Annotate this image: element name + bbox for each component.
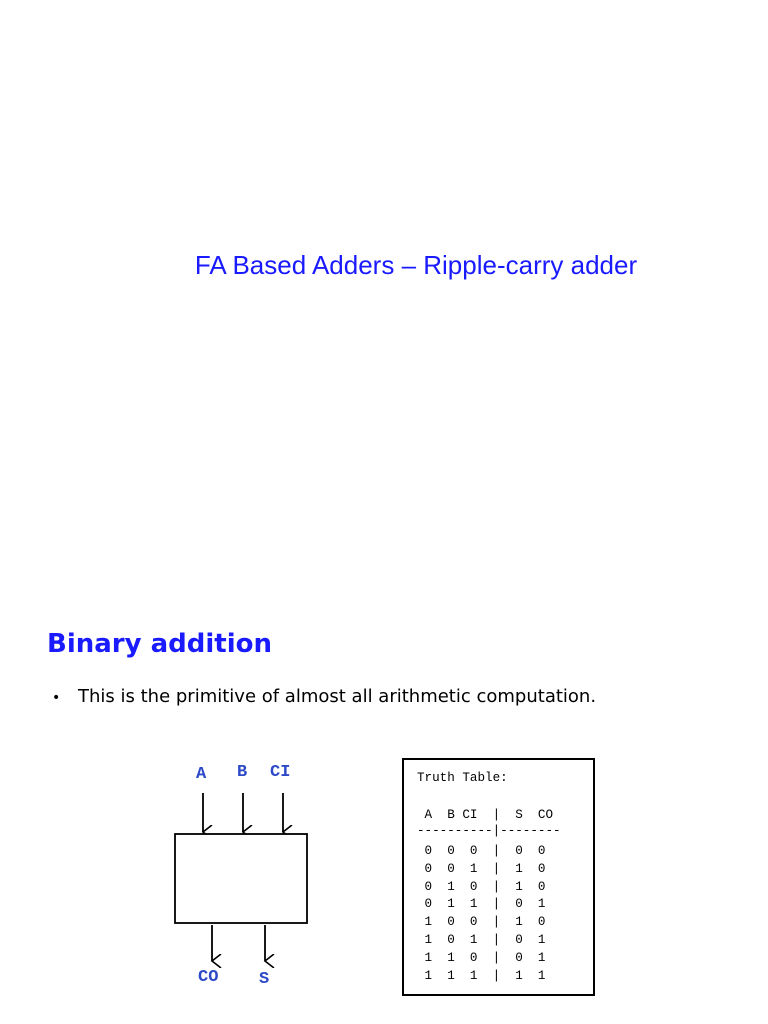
bullet-marker: •	[52, 690, 61, 706]
truth-table-row: 0 1 0 | 1 0	[417, 879, 546, 894]
slide-title: FA Based Adders – Ripple-carry adder	[194, 250, 638, 280]
full-adder-diagram	[160, 755, 330, 1005]
truth-table-row: 1 0 0 | 1 0	[417, 915, 546, 930]
truth-table-title: Truth Table:	[417, 771, 508, 785]
truth-table-row: 1 1 1 | 1 1	[417, 968, 546, 983]
truth-table	[402, 758, 595, 996]
truth-table-row: 0 1 1 | 0 1	[417, 897, 546, 912]
bullet-text: This is the primitive of almost all arithmetic computation.	[78, 686, 597, 707]
bullet-item	[52, 686, 596, 707]
truth-table-row: 0 0 1 | 1 0	[417, 861, 546, 876]
truth-table-rows	[417, 843, 545, 985]
output-label-s: S	[259, 970, 270, 989]
input-label-b: B	[237, 763, 248, 782]
input-label-ci: CI	[270, 763, 291, 782]
adder-block	[175, 834, 307, 923]
truth-table-header: A B CI | S CO	[417, 808, 554, 822]
truth-table-row: 1 0 1 | 0 1	[417, 932, 546, 947]
input-label-a: A	[196, 765, 207, 784]
truth-table-divider: ----------|--------	[417, 824, 561, 838]
truth-table-row: 0 0 0 | 0 0	[417, 844, 546, 858]
output-label-co: CO	[198, 968, 219, 987]
truth-table-row: 1 1 0 | 0 1	[417, 950, 546, 965]
full-adder-graphic	[160, 755, 330, 1005]
section-heading: Binary addition	[47, 629, 272, 659]
